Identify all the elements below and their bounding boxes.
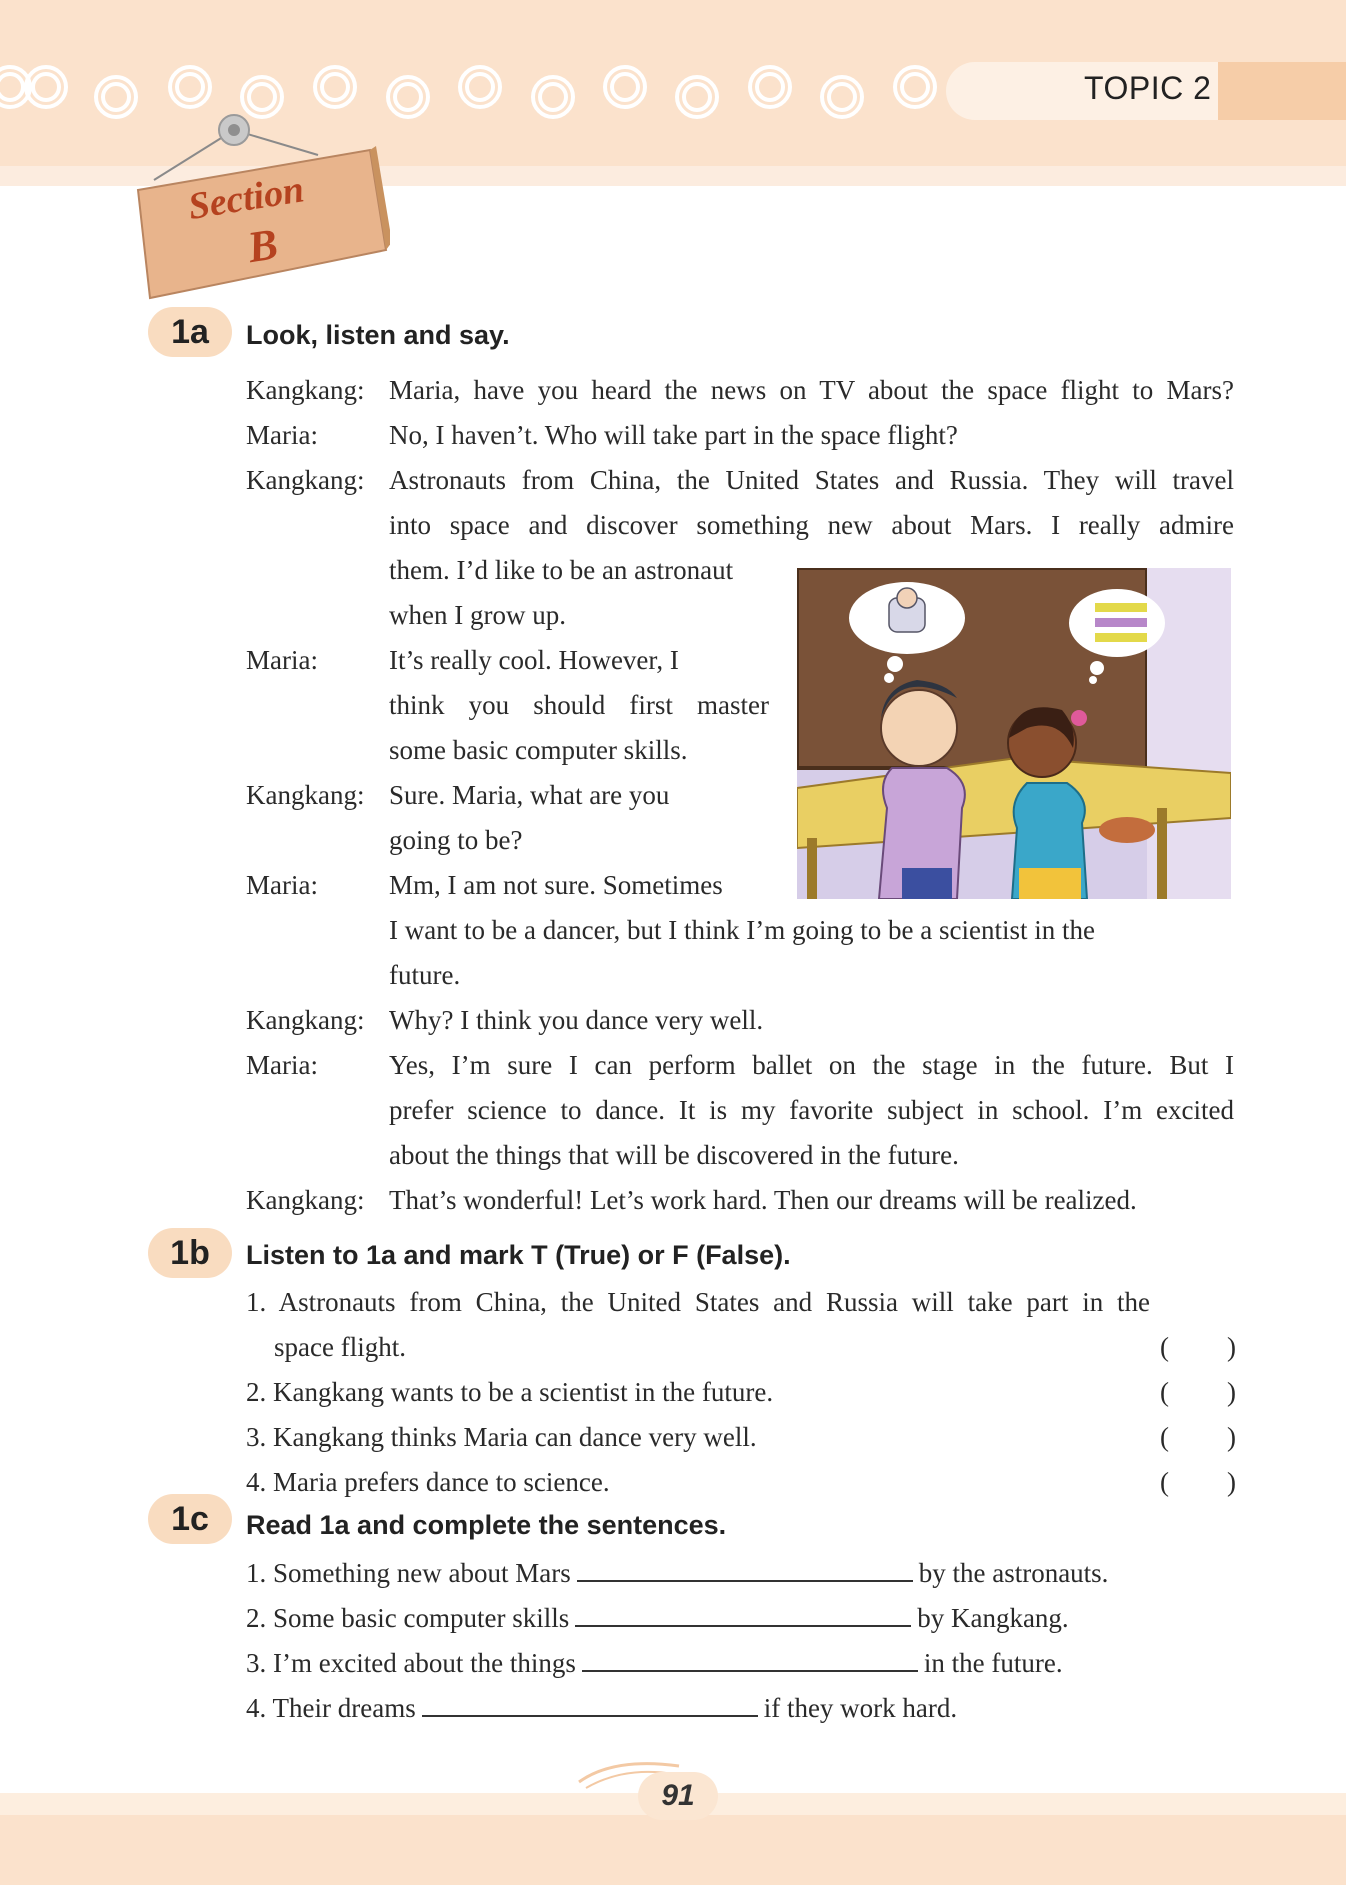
tf-item-3: 3. Kangkang thinks Maria can dance very well. bbox=[246, 1422, 757, 1452]
dialogue-speaker: Maria: bbox=[246, 1050, 318, 1080]
fill-item-before: 4. Their dreams bbox=[246, 1693, 416, 1723]
exercise-1a-title: Look, listen and say. bbox=[246, 320, 510, 350]
fill-item-after: by Kangkang. bbox=[917, 1603, 1069, 1633]
dialogue-line: Sure. Maria, what are you bbox=[389, 780, 670, 810]
tf-answer-box-1[interactable] bbox=[1160, 1325, 1236, 1370]
tf-item-1: 1. Astronauts from China, the United States and Russia will take part in the bbox=[246, 1287, 1150, 1317]
dialogue-line: Maria, have you heard the news on TV about the space flight to Mars? bbox=[389, 375, 1234, 405]
dialogue-line: when I grow up. bbox=[389, 600, 566, 630]
paren-open: ( bbox=[1160, 1377, 1169, 1407]
topic-label: TOPIC 2 bbox=[1084, 70, 1212, 106]
fill-item-1 bbox=[246, 1551, 1108, 1596]
fill-item-3 bbox=[246, 1641, 1063, 1686]
section-word: Section bbox=[185, 168, 307, 228]
paren-open: ( bbox=[1160, 1422, 1169, 1452]
paren-close: ) bbox=[1227, 1332, 1236, 1362]
exercise-1b-badge: 1b bbox=[148, 1228, 232, 1278]
dialogue-line: Why? I think you dance very well. bbox=[389, 1005, 764, 1035]
dialogue-speaker: Kangkang: bbox=[246, 375, 365, 405]
exercise-1c-badge: 1c bbox=[148, 1494, 232, 1544]
section-b-sign bbox=[130, 110, 390, 310]
dialogue-line: going to be? bbox=[389, 825, 523, 855]
fill-item-before: 3. I’m excited about the things bbox=[246, 1648, 576, 1678]
dialogue-speaker: Maria: bbox=[246, 645, 318, 675]
dialogue-speaker: Kangkang: bbox=[246, 465, 365, 495]
dialogue-line: them. I’d like to be an astronaut bbox=[389, 555, 734, 585]
tf-item-4: 4. Maria prefers dance to science. bbox=[246, 1467, 610, 1497]
tf-item-1-cont: space flight. bbox=[274, 1332, 406, 1362]
dialogue-speaker: Kangkang: bbox=[246, 1005, 365, 1035]
tf-answer-box-3[interactable] bbox=[1160, 1415, 1236, 1460]
paren-open: ( bbox=[1160, 1332, 1169, 1362]
topic-tab bbox=[1218, 62, 1346, 120]
dialogue-line: prefer science to dance. It is my favorite subject in school. I’m excited bbox=[389, 1095, 1234, 1125]
dialogue-speaker: Kangkang: bbox=[246, 1185, 365, 1215]
paren-close: ) bbox=[1227, 1467, 1236, 1497]
fill-item-2 bbox=[246, 1596, 1069, 1641]
tf-answer-box-2[interactable] bbox=[1160, 1370, 1236, 1415]
answer-blank-3[interactable] bbox=[582, 1644, 918, 1672]
paren-open: ( bbox=[1160, 1467, 1169, 1497]
exercise-1a-badge: 1a bbox=[148, 307, 232, 357]
tf-answer-box-4[interactable] bbox=[1160, 1460, 1236, 1505]
exercise-1b-title: Listen to 1a and mark T (True) or F (False). bbox=[246, 1240, 791, 1270]
paren-close: ) bbox=[1227, 1422, 1236, 1452]
fill-item-after: if they work hard. bbox=[763, 1693, 958, 1723]
dialogue-line: Yes, I’m sure I can perform ballet on the stage in the future. But I bbox=[389, 1050, 1234, 1080]
tf-item-2: 2. Kangkang wants to be a scientist in the future. bbox=[246, 1377, 774, 1407]
paren-close: ) bbox=[1227, 1377, 1236, 1407]
dialogue-line: Astronauts from China, the United States and Russia. They will travel bbox=[389, 465, 1234, 495]
section-letter: B bbox=[244, 219, 282, 273]
dialogue-line: about the things that will be discovered in the future. bbox=[389, 1140, 959, 1170]
dialogue-line: It’s really cool. However, I bbox=[389, 645, 679, 675]
classroom-illustration bbox=[797, 568, 1231, 899]
answer-blank-2[interactable] bbox=[575, 1599, 911, 1627]
dialogue-speaker: Maria: bbox=[246, 420, 318, 450]
answer-blank-1[interactable] bbox=[577, 1554, 913, 1582]
fill-item-before: 2. Some basic computer skills bbox=[246, 1603, 570, 1633]
dialogue-line: I want to be a dancer, but I think I’m going to be a scientist in the bbox=[389, 915, 1095, 945]
dialogue-line: Mm, I am not sure. Sometimes bbox=[389, 870, 723, 900]
fill-item-before: 1. Something new about Mars bbox=[246, 1558, 571, 1588]
page-number: 91 bbox=[638, 1772, 718, 1820]
dialogue-line: That’s wonderful! Let’s work hard. Then our dreams will be realized. bbox=[389, 1185, 1137, 1215]
fill-item-after: by the astronauts. bbox=[918, 1558, 1109, 1588]
dialogue-speaker: Maria: bbox=[246, 870, 318, 900]
fill-item-after: in the future. bbox=[923, 1648, 1063, 1678]
fill-item-4 bbox=[246, 1686, 957, 1731]
dialogue-line: think you should first master bbox=[389, 690, 769, 720]
dialogue-speaker: Kangkang: bbox=[246, 780, 365, 810]
exercise-1c-title: Read 1a and complete the sentences. bbox=[246, 1510, 727, 1540]
dialogue-line: some basic computer skills. bbox=[389, 735, 688, 765]
dialogue-line: into space and discover something new about Mars. I really admire bbox=[389, 510, 1234, 540]
dialogue-line: future. bbox=[389, 960, 461, 990]
dialogue-line: No, I haven’t. Who will take part in the space flight? bbox=[389, 420, 958, 450]
answer-blank-4[interactable] bbox=[422, 1689, 758, 1717]
